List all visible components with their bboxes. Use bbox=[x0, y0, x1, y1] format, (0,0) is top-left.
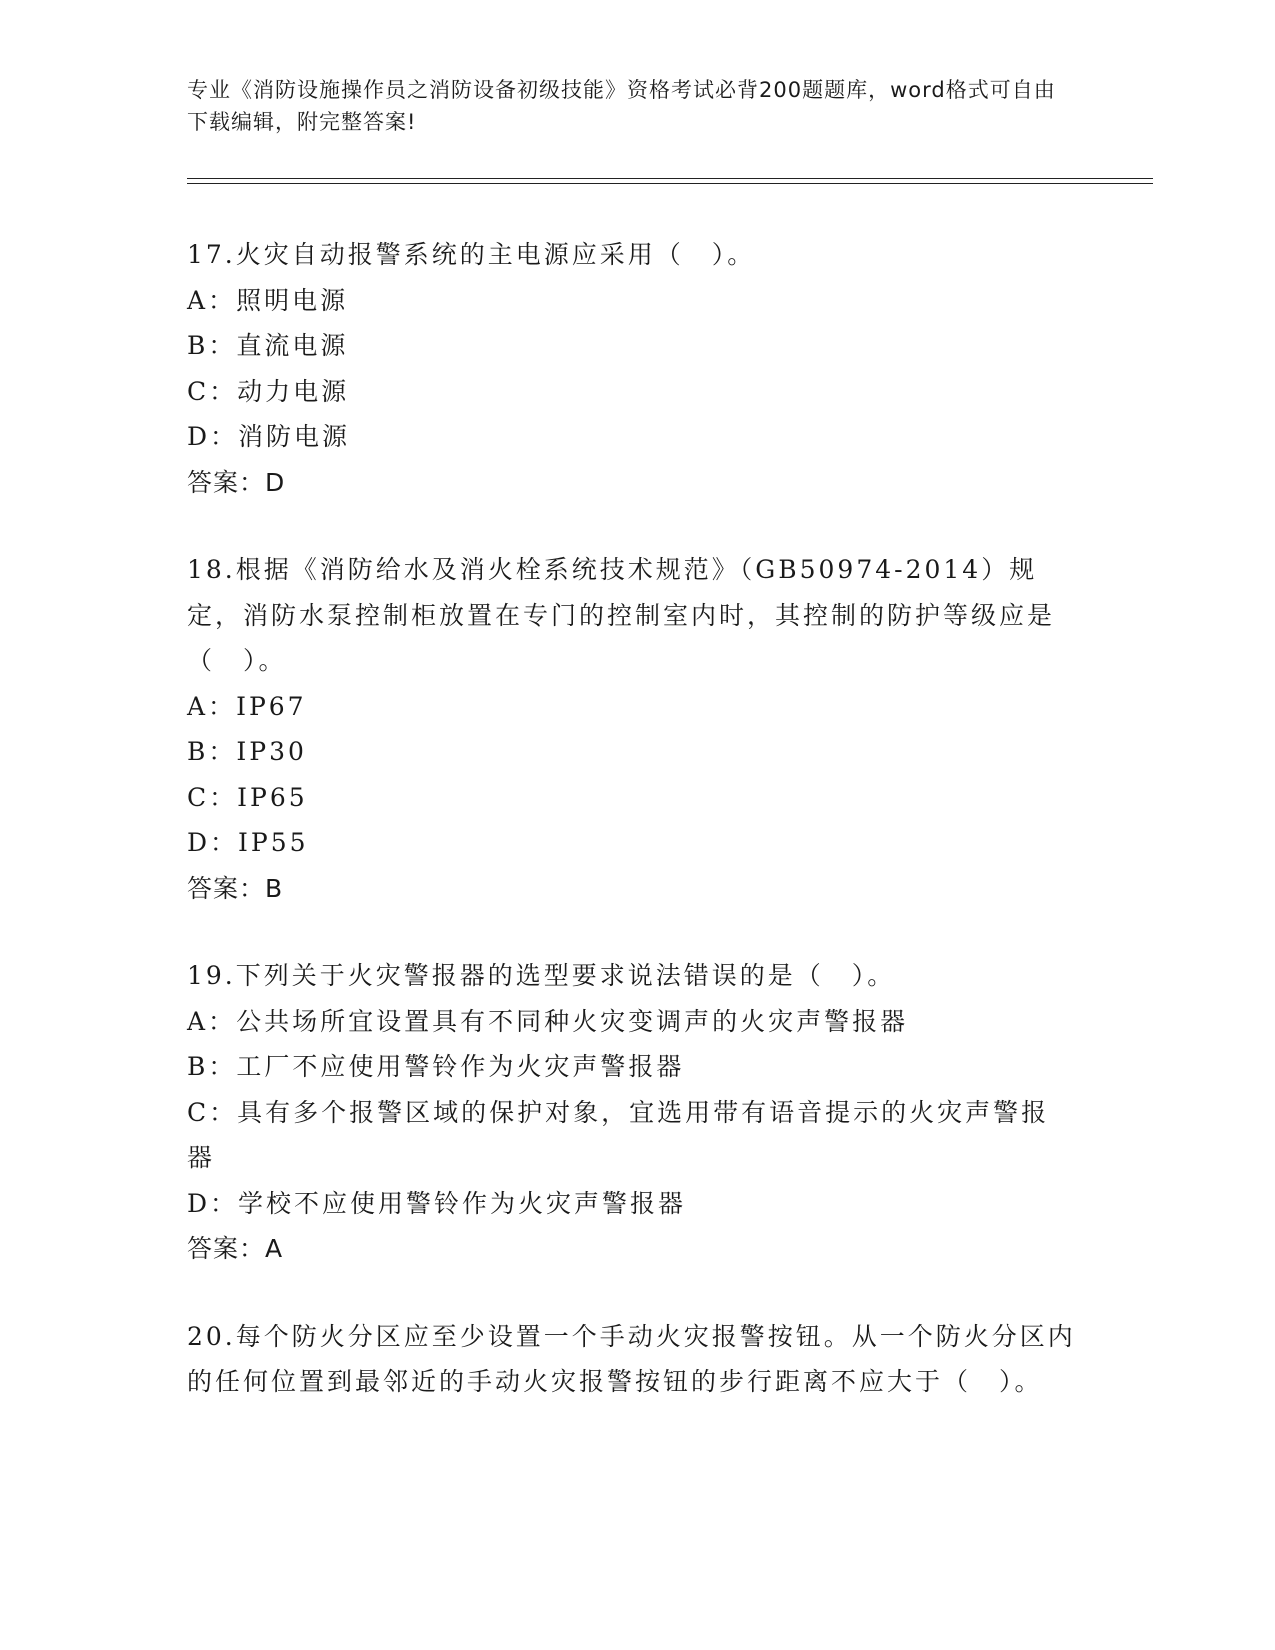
answer-line bbox=[187, 460, 1077, 506]
option-text: IP67 bbox=[236, 691, 307, 721]
answer-line bbox=[187, 1226, 1077, 1272]
question-stem: 20.每个防火分区应至少设置一个手动火灾报警按钮。从一个防火分区内的任何位置到最邻近的手动火灾报警按钮的步行距离不应大于（ ）。 bbox=[187, 1321, 1076, 1396]
header-divider-top bbox=[187, 178, 1153, 179]
option-a bbox=[187, 999, 1077, 1045]
answer-value: A bbox=[265, 1234, 284, 1263]
option-text: IP30 bbox=[236, 737, 307, 766]
answer-label: 答案： bbox=[187, 873, 266, 903]
option-b bbox=[187, 729, 1077, 775]
question-stem: 17.火灾自动报警系统的主电源应采用（ ）。 bbox=[187, 240, 756, 269]
question-19 bbox=[187, 953, 1077, 1272]
answer-line bbox=[187, 866, 1077, 912]
option-letter: B： bbox=[187, 737, 237, 766]
option-a bbox=[187, 684, 1077, 730]
option-letter: D： bbox=[187, 828, 239, 857]
option-letter: C： bbox=[187, 782, 238, 812]
option-letter: B： bbox=[187, 331, 237, 360]
option-d bbox=[187, 820, 1077, 866]
option-letter: A： bbox=[187, 691, 237, 721]
option-b bbox=[187, 1044, 1077, 1090]
question-18 bbox=[187, 547, 1077, 911]
option-text: 工厂不应使用警铃作为火灾声警报器 bbox=[236, 1052, 685, 1081]
option-text: IP65 bbox=[237, 782, 308, 812]
question-stem: 18.根据《消防给水及消火栓系统技术规范》（GB50974-2014）规定，消防水泵控制柜放置在专门的控制室内时，其控制的防护等级应是（ ）。 bbox=[187, 555, 1056, 675]
option-text: 学校不应使用警铃作为火灾声警报器 bbox=[238, 1188, 687, 1218]
question-list bbox=[187, 232, 1077, 1447]
option-text: 照明电源 bbox=[236, 285, 349, 315]
option-a bbox=[187, 278, 1077, 324]
option-c bbox=[187, 369, 1077, 415]
option-b bbox=[187, 323, 1077, 369]
answer-value: D bbox=[265, 467, 286, 497]
option-letter: A： bbox=[187, 1006, 237, 1036]
option-text: IP55 bbox=[238, 828, 309, 857]
option-text: 具有多个报警区域的保护对象，宜选用带有语音提示的火灾声警报器 bbox=[187, 1097, 1050, 1172]
option-text: 公共场所宜设置具有不同种火灾变调声的火灾声警报器 bbox=[236, 1006, 909, 1036]
answer-value: B bbox=[265, 873, 284, 903]
option-d bbox=[187, 1181, 1077, 1227]
answer-label: 答案： bbox=[187, 467, 266, 497]
option-d bbox=[187, 414, 1077, 460]
option-text: 消防电源 bbox=[238, 422, 351, 451]
option-letter: C： bbox=[187, 376, 238, 406]
option-letter: D： bbox=[187, 1188, 239, 1218]
option-letter: A： bbox=[187, 285, 237, 315]
question-stem: 19.下列关于火灾警报器的选型要求说法错误的是（ ）。 bbox=[187, 961, 896, 990]
header-divider-bottom bbox=[187, 183, 1153, 184]
question-17 bbox=[187, 232, 1077, 505]
option-text: 动力电源 bbox=[237, 376, 350, 406]
option-letter: C： bbox=[187, 1097, 238, 1127]
option-letter: D： bbox=[187, 422, 239, 451]
answer-label: 答案： bbox=[187, 1234, 266, 1263]
document-header-title: 专业《消防设施操作员之消防设备初级技能》资格考试必背200题题库，word格式可自由下载编辑，附完整答案! bbox=[187, 78, 1056, 134]
option-c bbox=[187, 775, 1077, 821]
option-letter: B： bbox=[187, 1052, 237, 1081]
question-20 bbox=[187, 1314, 1077, 1405]
option-c bbox=[187, 1090, 1077, 1181]
option-text: 直流电源 bbox=[236, 331, 349, 360]
